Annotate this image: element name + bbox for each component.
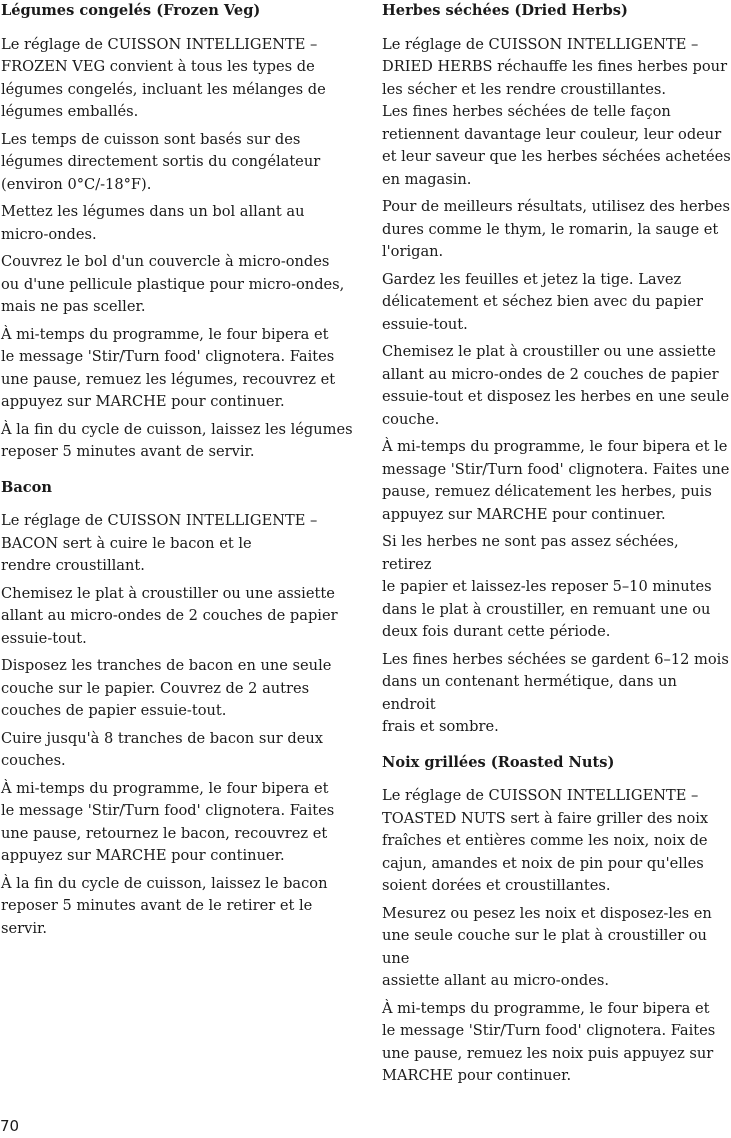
paragraph: Le réglage de CUISSON INTELLIGENTE – BACON sert à cuire le bacon et le rendre croustillant. (1, 512, 318, 574)
paragraph: Le réglage de CUISSON INTELLIGENTE – FROZEN VEG convient à tous les types de légumes congelés, incluant les mélanges de légumes emballés. (1, 35, 326, 120)
paragraph: Pour de meilleurs résultats, utilisez des herbes dures comme le thym, le romarin, la sauge et l'origan. (382, 198, 730, 260)
paragraph: Chemisez le plat à croustiller ou une assiette allant au micro-ondes de 2 couches de papier essuie-tout et disposez les herbes en une seule couche. (382, 343, 730, 428)
paragraph: Le réglage de CUISSON INTELLIGENTE – TOASTED NUTS sert à faire griller des noix fraîches et entières comme les noix, noix de cajun, amandes et noix de pin pour qu'elles soient dorées et croustillantes. (382, 787, 709, 894)
paragraph: Gardez les feuilles et jetez la tige. Lavez délicatement et séchez bien avec du papier essuie-tout. (382, 270, 703, 333)
paragraph: À mi-temps du programme, le four bipera et le message 'Stir/Turn food' clignotera. Faites une pause, remuez les noix puis appuyez sur MARCHE pour continuer. (382, 999, 716, 1084)
section-heading: Herbes séchées (Dried Herbs) (382, 2, 628, 19)
section-roasted-nuts (382, 752, 731, 1088)
paragraph: Les temps de cuisson sont basés sur des légumes directement sortis du congélateur (environ 0°C/-18°F). (1, 130, 321, 193)
paragraph: Couvrez le bol d'un couvercle à micro-ondes ou d'une pellicule plastique pour micro-ondes, mais ne pas sceller. (1, 253, 345, 315)
paragraph: Les fines herbes séchées se gardent 6–12 mois dans un contenant hermétique, dans un endroit frais et sombre. (382, 650, 729, 735)
section-bacon (1, 477, 356, 941)
paragraph: Disposez les tranches de bacon en une seule couche sur le papier. Couvrez de 2 autres couches de papier essuie-tout. (1, 657, 332, 719)
paragraph: Le réglage de CUISSON INTELLIGENTE – DRIED HERBS réchauffe les fines herbes pour les sécher et les rendre croustillantes. Les fines herbes séchées de telle façon retiennent davantage leur couleur, leur odeur et leur saveur que les herbes séchées achetées en magasin. (382, 35, 731, 188)
left-column (1, 0, 356, 945)
paragraph: À la fin du cycle de cuisson, laissez les légumes reposer 5 minutes avant de servir. (1, 420, 353, 460)
paragraph: À mi-temps du programme, le four bipera et le message 'Stir/Turn food' clignotera. Faites une pause, retournez le bacon, recouvrez et appuyez sur MARCHE pour continuer. (1, 779, 335, 864)
paragraph: Mettez les légumes dans un bol allant au micro-ondes. (1, 203, 305, 243)
section-heading: Noix grillées (Roasted Nuts) (382, 753, 615, 771)
paragraph: Chemisez le plat à croustiller ou une assiette allant au micro-ondes de 2 couches de papier essuie-tout. (1, 584, 338, 647)
paragraph: Cuire jusqu'à 8 tranches de bacon sur deux couches. (1, 729, 323, 769)
right-column (382, 0, 731, 1093)
section-heading: Légumes congelés (Frozen Veg) (1, 2, 261, 19)
paragraph: À mi-temps du programme, le four bipera et le message 'Stir/Turn food' clignotera. Faites une pause, remuez délicatement les herbes, puis appuyez sur MARCHE pour continuer. (382, 438, 730, 523)
section-heading: Bacon (1, 478, 53, 496)
section-frozen-veg (1, 0, 356, 464)
paragraph: À mi-temps du programme, le four bipera et le message 'Stir/Turn food' clignotera. Faites une pause, remuez les légumes, recouvrez et appuyez sur MARCHE pour continuer. (1, 325, 336, 410)
section-dried-herbs (382, 0, 731, 739)
paragraph: À la fin du cycle de cuisson, laissez le bacon reposer 5 minutes avant de le retirer et le servir. (1, 874, 328, 937)
paragraph: Si les herbes ne sont pas assez séchées, retirez le papier et laissez-les reposer 5–10 minutes dans le plat à croustiller, en remuant une ou deux fois durant cette période. (382, 533, 712, 640)
page-number: 70 (0, 1117, 20, 1135)
paragraph: Mesurez ou pesez les noix et disposez-les en une seule couche sur le plat à croustiller ou une assiette allant au micro-ondes. (382, 904, 712, 989)
